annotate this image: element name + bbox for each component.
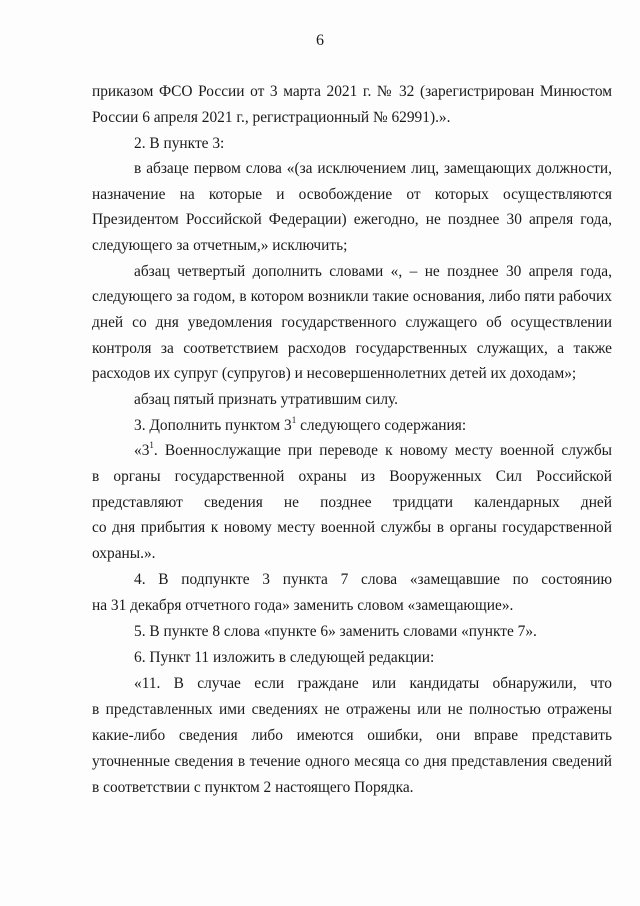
text-line: [134, 441, 612, 461]
text-fragment: . Военнослужащие при переводе к новому месту военной службы: [153, 442, 612, 459]
text-fragment: 3. Дополнить пунктом 3: [134, 417, 292, 434]
text-line: 6. Пункт 11 изложить в следующей редакции:: [134, 649, 435, 666]
text-line: дней со дня уведомления государственного служащего об осуществлении: [92, 314, 612, 331]
text-line: следующего за годом, в котором возникли такие основания, либо пяти рабочих: [92, 288, 612, 305]
text-line: представляют сведения не позднее тридцати календарных дней: [92, 494, 612, 511]
text-line: со дня прибытия к новому месту военной службы в органы государственной: [92, 519, 612, 536]
text-line: следующего за отчетным,» исключить;: [92, 237, 348, 254]
text-line: уточненные сведения в течение одного месяца со дня представления сведений: [92, 753, 612, 770]
text-line: контроля за соответствием расходов государственных служащих, а также: [92, 340, 612, 357]
text-line: какие-либо сведения либо имеются ошибки, они вправе представить: [92, 727, 612, 744]
text-line: охраны.».: [92, 545, 156, 562]
text-line: России 6 апреля 2021 г., регистрационный № 62991).».: [92, 109, 451, 126]
text-line: абзац пятый признать утратившим силу.: [134, 391, 399, 408]
text-line: «11. В случае если граждане или кандидаты обнаружили, что: [134, 675, 612, 692]
text-line: расходов их супруг (супругов) и несовершеннолетних детей их доходам»;: [92, 365, 577, 382]
text-line: 4. В подпункте 3 пункта 7 слова «замещавшие по состоянию: [134, 571, 612, 588]
text-line: 2. В пункте 3:: [134, 135, 225, 152]
text-line: назначение на которые и освобождение от которых осуществляются: [92, 186, 612, 203]
text-line: в абзаце первом слова «(за исключением лиц, замещающих должности,: [134, 160, 612, 177]
superscript: 1: [291, 415, 297, 425]
page-number: 6: [316, 32, 324, 49]
text-line: 5. В пункте 8 слова «пункте 6» заменить словами «пункте 7».: [134, 623, 537, 640]
text-line: [134, 416, 612, 436]
text-line: приказом ФСО России от 3 марта 2021 г. № 32 (зарегистрирован Минюстом: [92, 83, 612, 100]
text-line: Президентом Российской Федерации) ежегодно, не позднее 30 апреля года,: [92, 211, 612, 228]
text-fragment: «3: [134, 442, 150, 459]
text-line: в представленных ими сведениях не отражены или не полностью отражены: [92, 701, 612, 718]
superscript: 1: [149, 441, 154, 450]
text-fragment: следующего содержания:: [296, 417, 467, 434]
text-line: абзац четвертый дополнить словами «, – не позднее 30 апреля года,: [134, 263, 612, 280]
text-line: в органы государственной охраны из Вооруженных Сил Российской: [92, 468, 612, 485]
text-line: на 31 декабря отчетного года» заменить словом «замещающие».: [92, 597, 514, 614]
text-line: в соответствии с пунктом 2 настоящего Порядка.: [92, 779, 414, 796]
